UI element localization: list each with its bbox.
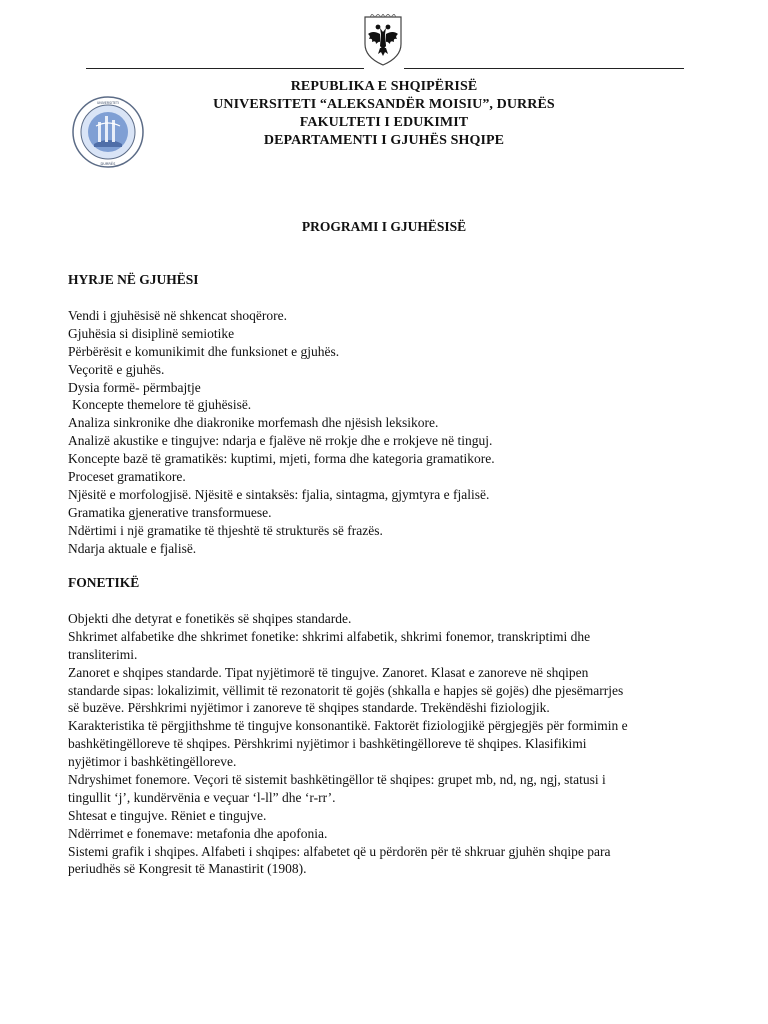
section-line: nyjëtimor i bashkëtingëlloreve. <box>68 754 237 770</box>
section-line: Gjuhësia si disiplinë semiotike <box>68 325 235 341</box>
section-line: Dysia formë- përmbajtje <box>68 379 201 395</box>
header-faculty: FAKULTETI I EDUKIMIT <box>299 115 469 130</box>
section-heading-hyrje: HYRJE NË GJUHËSI <box>68 272 199 287</box>
section-line: Zanoret e shqipes standarde. Tipat nyjëtimorë të tingujve. Zanoret. Klasat e zanoreve në shqipen <box>68 664 589 680</box>
section-line: Objekti dhe detyrat e fonetikës së shqipes standarde. <box>68 611 352 626</box>
section-line: transliterimi. <box>68 646 138 662</box>
section-line: periudhës së Kongresit të Manastirit (1908). <box>68 861 307 877</box>
section-line: Njësitë e morfologjisë. Njësitë e sintaksës: fjalia, sintagma, gjymtyra e fjalisë. <box>68 486 490 502</box>
section-body-hyrje <box>68 307 698 557</box>
section-line: Sistemi grafik i shqipes. Alfabeti i shqipes: alfabetet që u përdorën për të shkruar gjuhën shqipe para <box>68 843 611 859</box>
section-line: Ndryshimet fonemore. Veçori të sistemit bashkëtingëllor të shqipes: grupet mb, nd, ng, ngj, statusi i <box>68 772 606 788</box>
header-country: REPUBLIKA E SHQIPËRISË <box>290 79 478 94</box>
section-line: tingullit ‘j’, kundërvënia e veçuar ‘l-ll” dhe ‘r-rr’. <box>68 789 336 805</box>
header-rule-right <box>404 68 684 69</box>
header-department: DEPARTAMENTI I GJUHËS SHQIPE <box>263 133 505 148</box>
section-line: Proceset gramatikore. <box>68 469 186 485</box>
section-line: Përbërësit e komunikimit dhe funksionet e gjuhës. <box>68 343 340 359</box>
section-line: Shtesat e tingujve. Rëniet e tingujve. <box>68 807 267 823</box>
section-line: Ndarja aktuale e fjalisë. <box>68 540 197 556</box>
section-line: Analizë akustike e tingujve: ndarja e fjalëve në rrokje dhe e rrokjeve në tinguj. <box>68 433 493 449</box>
header-rule-left <box>86 68 364 69</box>
svg-text:DURRËS: DURRËS <box>100 162 116 166</box>
section-line: Ndërrimet e fonemave: metafonia dhe apofonia. <box>68 825 328 841</box>
section-body-fonetike <box>68 610 698 878</box>
section-line: Ndërtimi i një gramatike të thjeshtë të strukturës së frazës. <box>68 522 383 538</box>
section-line: Vendi i gjuhësisë në shkencat shoqërore. <box>68 308 287 323</box>
header-university: UNIVERSITETI “ALEKSANDËR MOISIU”, DURRËS <box>213 97 555 112</box>
section-line: Veçoritë e gjuhës. <box>68 361 165 377</box>
document-title: PROGRAMI I GJUHËSISË <box>301 219 467 234</box>
section-line: Koncepte bazë të gramatikës: kuptimi, mjeti, forma dhe kategoria gramatikore. <box>68 451 495 467</box>
albanian-eagle-emblem-icon <box>362 14 404 66</box>
section-heading-fonetike: FONETIKË <box>68 575 140 590</box>
svg-text:UNIVERSITETI: UNIVERSITETI <box>97 101 119 105</box>
section-line: Karakteristika të përgjithshme të tingujve konsonantikë. Faktorët fiziologjikë përgjegjës për formimin e <box>68 718 628 734</box>
section-line: bashkëtingëlloreve të shqipes. Përshkrimi nyjëtimor i bashkëtingëlloreve të shqipes. Klasifikimi <box>68 736 587 752</box>
section-line: Koncepte themelore të gjuhësisë. <box>72 397 252 413</box>
section-line: Shkrimet alfabetike dhe shkrimet fonetike: shkrimi alfabetik, shkrimi fonemor, transkriptimi dhe <box>68 628 591 644</box>
section-line: Gramatika gjenerative transformuese. <box>68 504 272 520</box>
section-line: Analiza sinkronike dhe diakronike morfemash dhe njësish leksikore. <box>68 415 439 431</box>
section-line: së buzëve. Përshkrimi nyjëtimor i zanoreve të shqipes standarde. Trekëndëshi fiziologjik. <box>68 700 550 716</box>
section-line: standarde sipas: lokalizimit, vëllimit të rezonatorit të gojës (shkalla e hapjes së gojës) dhe pjesëmarrjes <box>68 682 624 698</box>
